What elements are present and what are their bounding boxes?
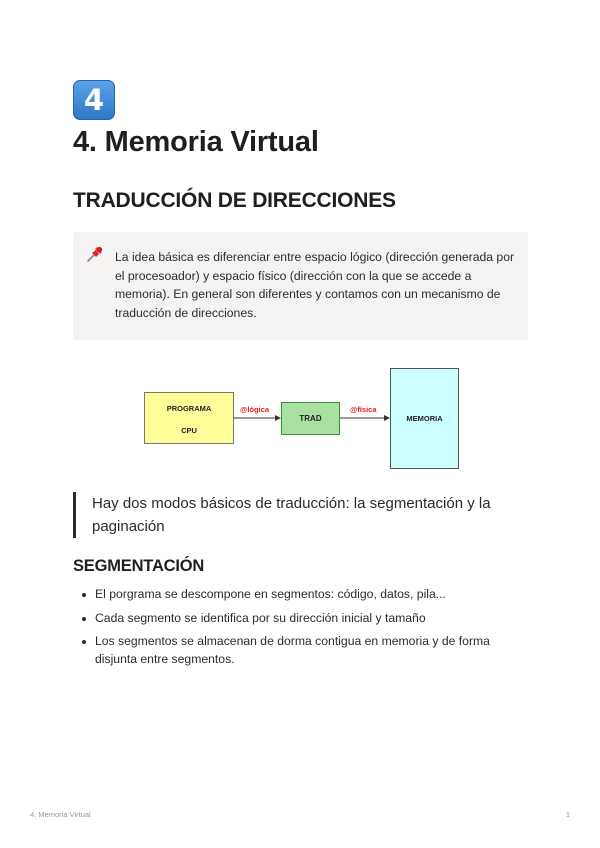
page-emoji-icon: 4 <box>73 80 115 120</box>
bullet-icon <box>82 617 86 621</box>
cpu-box <box>144 392 234 444</box>
segmentacion-list <box>80 586 528 674</box>
trad-box: TRAD <box>281 402 340 435</box>
footer-title: 4. Memoria Virtual <box>30 810 91 819</box>
callout-text: La idea básica es diferenciar entre espacio lógico (dirección generada por el procesoador) y espacio físico (dirección con la que se accede a memoria). En general son diferentes y contamos con un mecanismo de traducción de direcciones. <box>115 250 515 320</box>
translation-diagram <box>144 368 460 470</box>
list-item-text: Cada segmento se identifica por su dirección inicial y tamaño <box>95 610 426 625</box>
pushpin-icon <box>85 244 105 264</box>
page-title: 4. Memoria Virtual <box>73 126 319 158</box>
list-item <box>80 586 528 604</box>
bullet-icon <box>82 593 86 597</box>
logical-address-label: @lógica <box>240 405 269 414</box>
segmentacion-title: SEGMENTACIÓN <box>73 557 205 575</box>
list-item <box>80 610 528 628</box>
list-item <box>80 633 528 668</box>
cpu-box-line1: PROGRAMA <box>166 404 212 413</box>
memory-box: MEMORIA <box>390 368 459 469</box>
callout-box <box>73 232 528 340</box>
section-title: TRADUCCIÓN DE DIRECCIONES <box>73 189 396 212</box>
list-item-text: El porgrama se descompone en segmentos: código, datos, pila... <box>95 587 446 601</box>
list-item-text: Los segmentos se almacenan de dorma contigua en memoria y de forma disjunta entre segmentos. <box>95 634 490 666</box>
quote-block: Hay dos modos básicos de traducción: la segmentación y la paginación <box>73 492 528 538</box>
page-number: 1 <box>565 810 570 819</box>
bullet-icon <box>82 640 86 644</box>
cpu-box-line2: CPU <box>181 426 197 435</box>
physical-address-label: @física <box>350 405 377 414</box>
